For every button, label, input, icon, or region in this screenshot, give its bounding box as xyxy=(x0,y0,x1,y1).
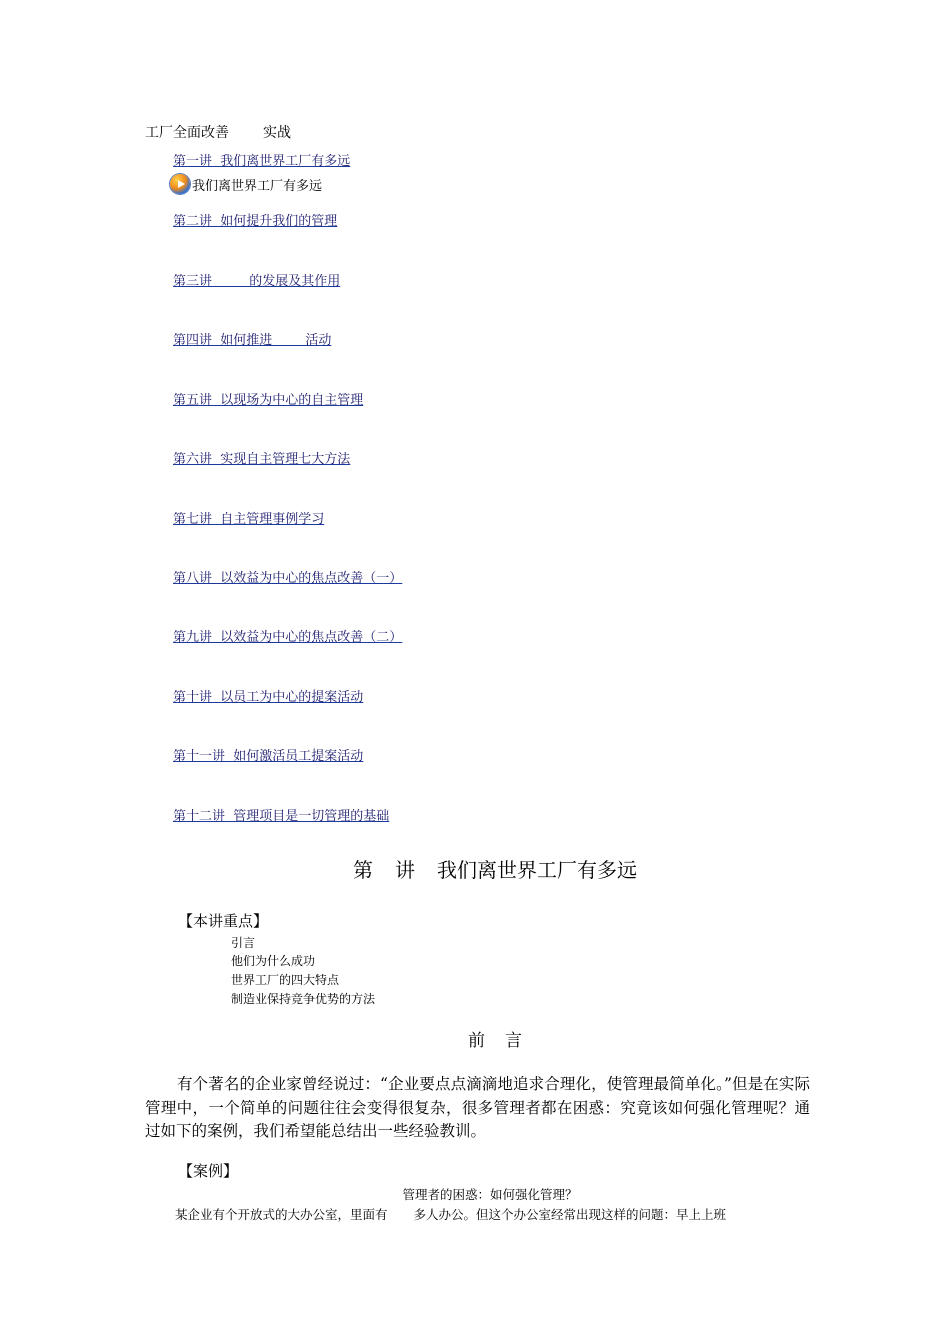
keypoints-heading: 【本讲重点】 xyxy=(178,912,269,930)
toc-link-lecture-1[interactable]: 第一讲 我们离世界工厂有多远 xyxy=(173,154,351,169)
toc-link-lecture-9[interactable]: 第九讲 以效益为中心的焦点改善（二） xyxy=(173,630,403,645)
toc-link-lecture-6[interactable]: 第六讲 实现自主管理七大方法 xyxy=(173,452,351,467)
case-heading: 【案例】 xyxy=(178,1162,239,1180)
preface-paragraph: 有个著名的企业家曾经说过：“企业要点点滴滴地追求合理化，使管理最简单化。”但是在实际管理中，一个简单的问题往往会变得很复杂，很多管理者都在困惑：究竟该如何强化管理呢？通过如下的案例，我们希望能总结出一些经验教训。 xyxy=(145,1075,810,1140)
toc-link-lecture-2[interactable]: 第二讲 如何提升我们的管理 xyxy=(173,214,338,229)
document-subtitle: 实战 xyxy=(263,125,291,141)
toc-link-lecture-7[interactable]: 第七讲 自主管理事例学习 xyxy=(173,512,325,527)
keypoint-item: 世界工厂的四大特点 xyxy=(231,973,340,987)
media-player-icon[interactable] xyxy=(170,174,190,194)
toc-link-lecture-3[interactable]: 第三讲 的发展及其作用 xyxy=(173,274,341,289)
media-link-row[interactable] xyxy=(170,174,322,194)
case-text: 某企业有个开放式的大办公室，里面有 多人办公。但这个办公室经常出现这样的问题：早上上班 xyxy=(175,1207,727,1222)
toc-link-lecture-10[interactable]: 第十讲 以员工为中心的提案活动 xyxy=(173,690,364,705)
keypoint-item: 制造业保持竞争优势的方法 xyxy=(231,992,376,1006)
toc-link-lecture-8[interactable]: 第八讲 以效益为中心的焦点改善（一） xyxy=(173,571,403,586)
toc-link-lecture-11[interactable]: 第十一讲 如何激活员工提案活动 xyxy=(173,749,364,764)
keypoint-item: 引言 xyxy=(231,936,256,950)
media-link-label[interactable]: 我们离世界工厂有多远 xyxy=(192,178,323,194)
keypoint-item: 他们为什么成功 xyxy=(231,954,316,968)
toc-link-lecture-4[interactable]: 第四讲 如何推进 活动 xyxy=(173,333,332,348)
document-title: 工厂全面改善 xyxy=(145,125,229,141)
preface-heading: 前 言 xyxy=(468,1031,522,1051)
toc-link-lecture-5[interactable]: 第五讲 以现场为中心的自主管理 xyxy=(173,393,364,408)
toc-link-lecture-12[interactable]: 第十二讲 管理项目是一切管理的基础 xyxy=(173,809,390,824)
case-title: 管理者的困惑：如何强化管理？ xyxy=(402,1187,578,1202)
document-header xyxy=(145,122,291,142)
lecture-title: 第 讲 我们离世界工厂有多远 xyxy=(353,858,637,882)
